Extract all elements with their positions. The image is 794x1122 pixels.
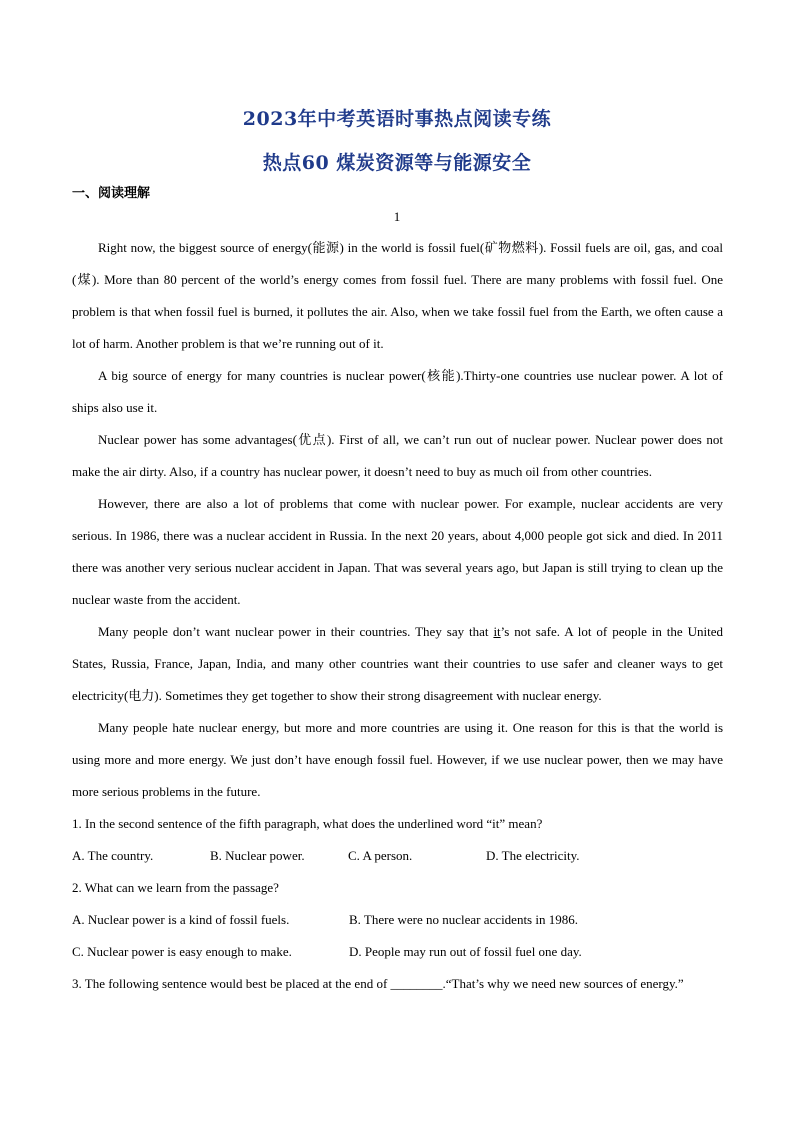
passage-body	[72, 232, 723, 1000]
question-1-options	[72, 840, 723, 872]
question-1-stem: 1. In the second sentence of the fifth paragraph, what does the underlined word “it” mean?	[72, 816, 543, 831]
question-1-option-b: B. Nuclear power.	[210, 848, 305, 863]
question-2-options-row-2	[72, 936, 723, 968]
paragraph-2: A big source of energy for many countries is nuclear power(核能).Thirty-one countries use nuclear power. A lot of ships also use it.	[72, 368, 723, 415]
question-2-options-row-1	[72, 904, 723, 936]
question-3-stem: 3. The following sentence would best be placed at the end of ________.“That’s why we need new sources of energy.”	[72, 976, 684, 991]
paragraph-5-start: Many people don’t want nuclear power in their countries. They say that	[98, 624, 494, 639]
question-2-stem: 2. What can we learn from the passage?	[72, 880, 279, 895]
paragraph-5	[72, 616, 723, 712]
paragraph-4: However, there are also a lot of problems that come with nuclear power. For example, nuclear accidents are very serious. In 1986, there was a nuclear accident in Russia. In the next 20 years, about 4,000 people got sick and died. In 2011 there was another very serious nuclear accident in Japan. That was several years ago, but Japan is still trying to clean up the nuclear waste from the accident.	[72, 496, 723, 607]
question-2-option-c: C. Nuclear power is easy enough to make.	[72, 944, 292, 959]
question-2-option-b: B. There were no nuclear accidents in 1986.	[349, 912, 578, 927]
passage-number: 1	[393, 209, 401, 224]
question-2-option-a: A. Nuclear power is a kind of fossil fuels.	[72, 912, 290, 927]
section-heading: 一、阅读理解	[72, 186, 151, 201]
question-1-option-a: A. The country.	[72, 848, 154, 863]
question-1-option-c: C. A person.	[348, 848, 413, 863]
paragraph-1: Right now, the biggest source of energy(能源) in the world is fossil fuel(矿物燃料). Fossil fuels are oil, gas, and coal (煤). More than 80 percent of the world’s energy comes from fossil fuel. There are many problems with fossil fuel. One problem is that when fossil fuel is burned, it pollutes the air. Also, when we take fossil fuel from the Earth, we often cause a lot of harm. Another problem is that we’re running out of it.	[72, 240, 723, 351]
document-title: 2023年中考英语时事热点阅读专练	[242, 108, 552, 130]
document-subtitle: 热点60 煤炭资源等与能源安全	[262, 152, 532, 174]
paragraph-6: Many people hate nuclear energy, but more and more countries are using it. One reason for this is that the world is using more and more energy. We just don’t have enough fossil fuel. However, if we use nuclear power, then we may have more serious problems in the future.	[72, 720, 723, 799]
underlined-word: it	[493, 624, 501, 639]
paragraph-3: Nuclear power has some advantages(优点). First of all, we can’t run out of nuclear power. Nuclear power does not make the air dirty. Also, if a country has nuclear power, it doesn’t need to buy as much oil from other countries.	[72, 432, 723, 479]
paragraph-5-end: ’s not safe. A lot of people in the United States, Russia, France, Japan, India, and many other countries want their countries to use safer and cleaner ways to get electricity(电力). Sometimes they get together to show their strong disagreement with nuclear energy.	[72, 624, 723, 703]
question-1-option-d: D. The electricity.	[486, 848, 580, 863]
question-2-option-d: D. People may run out of fossil fuel one day.	[349, 944, 582, 959]
